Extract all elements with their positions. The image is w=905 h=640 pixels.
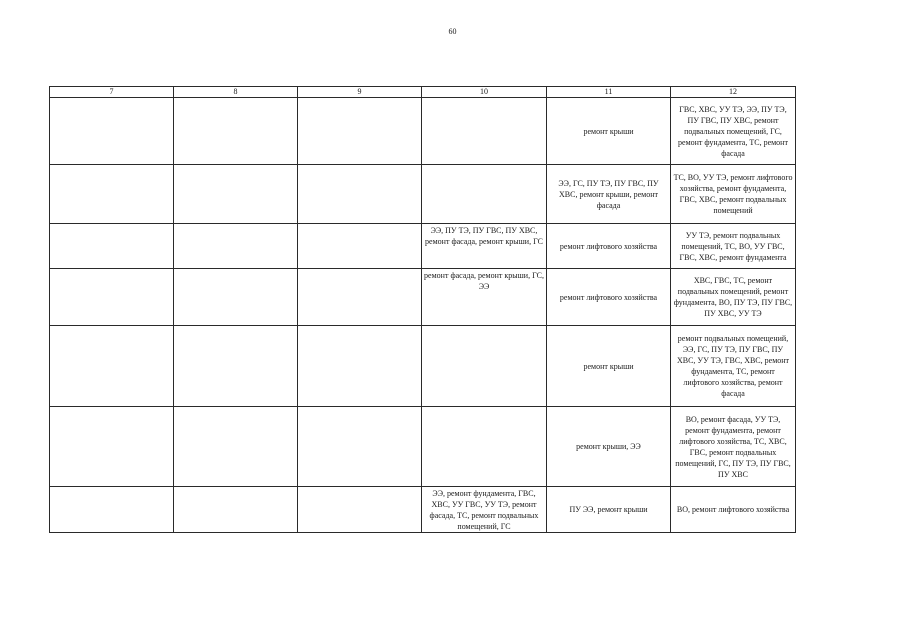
- table-cell: [174, 269, 298, 326]
- table-row: [50, 269, 796, 326]
- table-cell: ХВС, ГВС, ТС, ремонт подвальных помещений, ремонт фундамента, ВО, ПУ ТЭ, ПУ ГВС, ПУ ХВС, УУ ТЭ: [671, 269, 796, 326]
- table-cell: ремонт лифтового хозяйства: [547, 269, 671, 326]
- column-header: 7: [50, 87, 174, 98]
- table-cell: [174, 165, 298, 224]
- table-header-row: [50, 87, 796, 98]
- table-cell: [174, 487, 298, 533]
- table-cell: УУ ТЭ, ремонт подвальных помещений, ТС, ВО, УУ ГВС, ГВС, ХВС, ремонт фундамента: [671, 224, 796, 269]
- table-cell: ЭЭ, ГС, ПУ ТЭ, ПУ ГВС, ПУ ХВС, ремонт крыши, ремонт фасада: [547, 165, 671, 224]
- table-cell: [174, 98, 298, 165]
- table-cell: [422, 98, 547, 165]
- table-cell: ГВС, ХВС, УУ ТЭ, ЭЭ, ПУ ТЭ, ПУ ГВС, ПУ ХВС, ремонт подвальных помещений, ГС, ремонт фундамента, ТС, ремонт фасада: [671, 98, 796, 165]
- table-cell: ремонт крыши: [547, 326, 671, 407]
- table-row: [50, 407, 796, 487]
- table-cell: ПУ ЭЭ, ремонт крыши: [547, 487, 671, 533]
- table-cell: ЭЭ, ремонт фундамента, ГВС, ХВС, УУ ГВС, УУ ТЭ, ремонт фасада, ТС, ремонт подвальных помещений, ГС: [422, 487, 547, 533]
- table-row: [50, 165, 796, 224]
- table-cell: [50, 407, 174, 487]
- column-header: 11: [547, 87, 671, 98]
- table-cell: ремонт крыши, ЭЭ: [547, 407, 671, 487]
- table-cell: ремонт фасада, ремонт крыши, ГС, ЭЭ: [422, 269, 547, 326]
- table-row: [50, 224, 796, 269]
- column-header: 12: [671, 87, 796, 98]
- table-cell: [298, 165, 422, 224]
- table-row: [50, 487, 796, 533]
- table-cell: [174, 326, 298, 407]
- table-cell: [298, 487, 422, 533]
- table-cell: [50, 165, 174, 224]
- data-table: [49, 86, 796, 533]
- table-cell: [50, 224, 174, 269]
- table-cell: [50, 326, 174, 407]
- table-cell: [422, 326, 547, 407]
- table-cell: ВО, ремонт фасада, УУ ТЭ, ремонт фундамента, ремонт лифтового хозяйства, ТС, ХВС, ГВС, ремонт подвальных помещений, ГС, ПУ ТЭ, ПУ ГВС, ПУ ХВС: [671, 407, 796, 487]
- column-header: 9: [298, 87, 422, 98]
- column-header: 10: [422, 87, 547, 98]
- table-cell: [50, 269, 174, 326]
- table-cell: [174, 224, 298, 269]
- table-cell: [298, 407, 422, 487]
- table-cell: [422, 407, 547, 487]
- table-cell: ремонт крыши: [547, 98, 671, 165]
- table-row: [50, 326, 796, 407]
- table-cell: [298, 269, 422, 326]
- table-cell: [298, 326, 422, 407]
- page-number: 60: [448, 27, 457, 36]
- table-cell: [174, 407, 298, 487]
- table-cell: [298, 224, 422, 269]
- table-cell: [298, 98, 422, 165]
- table-cell: ремонт подвальных помещений, ЭЭ, ГС, ПУ ТЭ, ПУ ГВС, ПУ ХВС, УУ ТЭ, ГВС, ХВС, ремонт фундамента, ТС, ремонт лифтового хозяйства, ремонт фасада: [671, 326, 796, 407]
- table-cell: [422, 165, 547, 224]
- table-cell: ЭЭ, ПУ ТЭ, ПУ ГВС, ПУ ХВС, ремонт фасада, ремонт крыши, ГС: [422, 224, 547, 269]
- table-cell: [50, 487, 174, 533]
- table-cell: [50, 98, 174, 165]
- table-cell: ТС, ВО, УУ ТЭ, ремонт лифтового хозяйства, ремонт фундамента, ГВС, ХВС, ремонт подвальных помещений: [671, 165, 796, 224]
- table-cell: ВО, ремонт лифтового хозяйства: [671, 487, 796, 533]
- table-cell: ремонт лифтового хозяйства: [547, 224, 671, 269]
- column-header: 8: [174, 87, 298, 98]
- table-row: [50, 98, 796, 165]
